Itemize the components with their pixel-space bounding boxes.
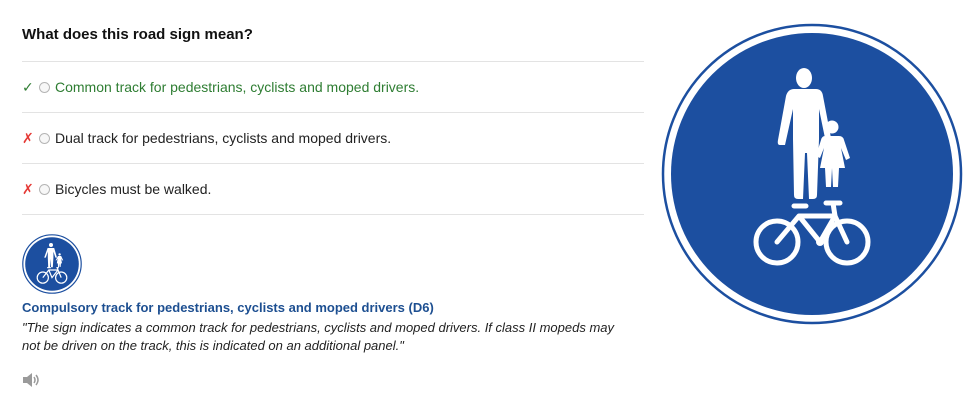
road-sign-d6-icon — [661, 23, 963, 325]
sign-title: Compulsory track for pedestrians, cyclists and moped drivers (D6) — [22, 300, 434, 315]
answer-option-text: Common track for pedestrians, cyclists and moped drivers. — [55, 79, 420, 95]
answer-option-text: Dual track for pedestrians, cyclists and moped drivers. — [55, 130, 392, 146]
correct-check-icon: ✓ — [22, 78, 34, 95]
answer-radio[interactable] — [39, 184, 50, 195]
answer-option-1[interactable] — [22, 62, 644, 113]
question-title: What does this road sign mean? — [22, 26, 253, 43]
answer-option-2[interactable] — [22, 113, 644, 164]
answer-options — [22, 61, 644, 215]
wrong-cross-icon: ✗ — [22, 180, 34, 197]
sign-thumbnail-icon — [22, 234, 82, 294]
answer-radio[interactable] — [39, 133, 50, 144]
speaker-icon[interactable] — [22, 372, 40, 388]
wrong-cross-icon: ✗ — [22, 129, 34, 146]
answer-option-3[interactable] — [22, 164, 644, 215]
sign-description: "The sign indicates a common track for pedestrians, cyclists and moped drivers. If class II mopeds may not be driven on the track, this is indicated on an additional panel." — [22, 320, 615, 353]
answer-option-text: Bicycles must be walked. — [55, 181, 212, 197]
answer-radio[interactable] — [39, 82, 50, 93]
